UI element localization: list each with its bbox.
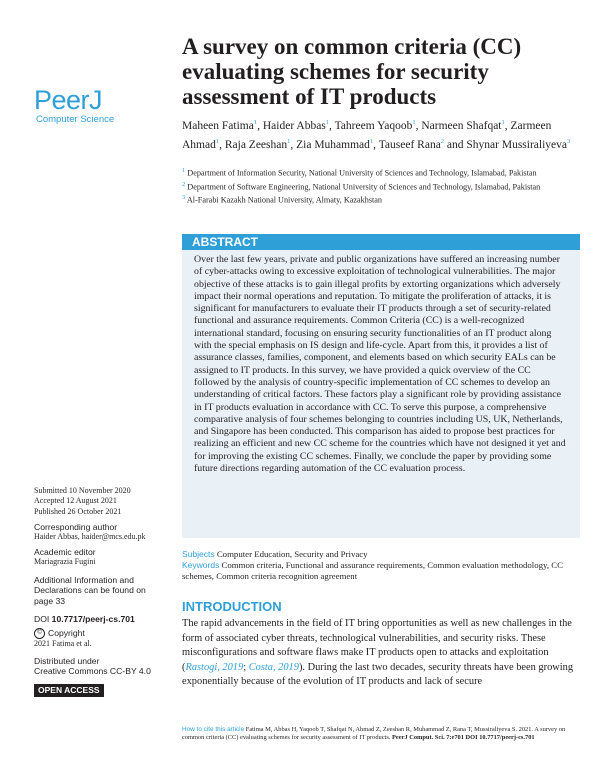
published-date: Published 26 October 2021 xyxy=(34,506,122,516)
footer-ref: 7:e701 xyxy=(446,734,464,742)
submission-dates xyxy=(34,486,174,517)
copyright-icon: © xyxy=(34,628,45,639)
subjects-label: Subjects xyxy=(182,549,215,559)
author-affiliation-marker: 3 xyxy=(567,137,571,145)
author-list: Maheen Fatima$^1$, Haider Abbas$^1$, Tahreem Yaqoob$^1$, Narmeen Shafqat$^1$, Zarmeen Ahmad$^1$, Raja Zeeshan$^1$, Zia Muhammad$^1$, Tauseef Rana$^2$ and Shynar Mussiraliyeva$^3$ xyxy=(182,119,571,151)
doi-value[interactable]: 10.7717/peerj-cs.701 xyxy=(51,614,135,624)
author-name: Shynar Mussiraliyeva xyxy=(466,138,568,151)
footer-journal: PeerJ Comput. Sci. xyxy=(392,734,445,742)
author-name: Zarmeen Ahmad xyxy=(182,119,552,151)
footer-text: Fatima M, Abbas H, Yaqoob T, Shafqat N, Ahmad Z, Zeeshan R, Muhammad Z, Rana T, Mussiraliyeva S. 2021. A survey on common criteria (CC) evaluating schemes for security assessment of IT products. xyxy=(182,726,566,742)
copyright-value: 2021 Fatima et al. xyxy=(34,639,92,649)
logo-main-text: PeerJ xyxy=(34,85,103,115)
license-block xyxy=(34,656,174,677)
author-name: Zia Muhammad xyxy=(296,138,370,151)
affiliation-item xyxy=(182,193,577,206)
author-name: Tahreem Yaqoob xyxy=(334,119,413,132)
affiliation-number: 2 xyxy=(182,180,186,188)
doi-label: DOI xyxy=(34,614,50,624)
intro-text-after: ). During the last two decades, security threats have been growing exponentially because of the evolution of IT products and lack of secure xyxy=(182,661,574,688)
license-line1: Distributed under xyxy=(34,656,100,666)
author-affiliation-marker: 1 xyxy=(412,119,416,126)
author-name: Tauseef Rana xyxy=(378,138,441,151)
citation-link[interactable]: Costa, 2019 xyxy=(248,661,299,673)
keywords-text: Common criteria, Functional and assurance requirements, Common evaluation methodology, CC schemes, Common criteria recognition agreement xyxy=(182,560,563,581)
academic-editor-value: Mariagrazia Fugini xyxy=(34,557,96,567)
citation-footer xyxy=(182,726,580,743)
copyright-label: Copyright xyxy=(48,628,85,638)
academic-editor-label: Academic editor xyxy=(34,547,96,557)
abstract-heading: ABSTRACT xyxy=(182,234,580,250)
introduction-body xyxy=(182,617,580,690)
academic-editor xyxy=(34,547,174,568)
citation-link[interactable]: Rastogi, 2019 xyxy=(185,661,244,673)
author-affiliation-marker: 1 xyxy=(215,137,220,145)
introduction-heading: INTRODUCTION xyxy=(182,599,282,614)
intro-text-before: The rapid advancements in the field of IT bring opportunities as well as new challenges in the form of associated cyber threats, technological vulnerabilities, and security risks. These misconfigurations and software flaws make IT products open to attacks and exploitation ( xyxy=(182,618,572,673)
corresponding-author-label: Corresponding author xyxy=(34,522,118,532)
abstract-body: Over the last few years, private and public organizations have suffered an increasing number of cyber-attacks owing to excessive exploitation of technological vulnerabilities. The major objective of these attacks is to gain illegal profits by extorting organizations which adversely impact their normal operations and reputation. To mitigate the proliferation of attacks, it is significant for manufacturers to evaluate their IT products through a set of security-related functional and assurance requirements. Common Criteria (CC) is a well-recognized international standard, focusing on ensuring security functionalities of an IT product along with the special emphasis on IS design and life-cycle. Apart from this, it provides a list of assurance classes, families, component, and elements based on which security EALs can be assigned to IT products. In this survey, we have provided a quick overview of the CC followed by the analysis of country-specific implementation of CC schemes to develop an understanding of critical factors. These factors play a significant role by providing assistance in IT products evaluation in accordance with CC. To serve this purpose, a comprehensive comparative analysis of four schemes belonging to countries including US, UK, Netherlands, and Singapore has been conducted. This comparison has aided to propose best practices for realizing an efficient and new CC scheme for the countries which have not designed it yet and for improving the existing CC schemes. Finally, we conclude the paper by providing some future directions regarding automation of the CC evaluation process. xyxy=(182,250,580,538)
affiliation-text: Al-Farabi Kazakh National University, Almaty, Kazakhstan xyxy=(186,196,383,206)
citation-separator: ; xyxy=(243,661,249,673)
paper-title: A survey on common criteria (CC) evaluating schemes for security assessment of IT products xyxy=(182,34,522,109)
logo-sub-text: Computer Science xyxy=(36,114,115,125)
affiliation-text: Department of Information Security, National University of Sciences and Technology, Islamabad, Pakistan xyxy=(187,168,537,178)
doi-line xyxy=(34,614,174,624)
affiliation-list xyxy=(182,166,577,207)
author-name: Maheen Fatima xyxy=(182,119,254,132)
license-line2[interactable]: Creative Commons CC-BY 4.0 xyxy=(34,666,151,677)
affiliation-number: 1 xyxy=(182,167,186,174)
footer-doi[interactable]: DOI 10.7717/peerj-cs.701 xyxy=(465,734,535,742)
additional-info[interactable]: Additional Information and Declarations can be found on page 33 xyxy=(34,575,146,606)
footer-label: How to cite this article xyxy=(182,726,245,733)
author-affiliation-marker: 1 xyxy=(253,119,258,126)
author-affiliation-marker: 1 xyxy=(287,137,291,145)
accepted-date: Accepted 12 August 2021 xyxy=(34,496,117,506)
journal-logo xyxy=(34,86,170,125)
submitted-date: Submitted 10 November 2020 xyxy=(34,486,131,495)
author-affiliation-marker: 1 xyxy=(501,119,505,126)
affiliation-item xyxy=(182,166,577,179)
affiliation-item xyxy=(182,180,577,193)
author-affiliation-marker: 2 xyxy=(440,137,445,145)
author-name: Haider Abbas xyxy=(262,119,326,132)
corresponding-author xyxy=(34,522,174,543)
author-name: Narmeen Shafqat xyxy=(421,119,502,132)
subjects-keywords xyxy=(182,549,580,582)
copyright-block xyxy=(34,628,174,650)
affiliation-text: Department of Software Engineering, National University of Sciences and Technology, Islamabad, Pakistan xyxy=(187,182,541,192)
author-name: Raja Zeeshan xyxy=(224,138,288,151)
affiliation-number: 3 xyxy=(182,194,186,202)
subjects-text: Computer Education, Security and Privacy xyxy=(216,549,368,559)
author-affiliation-marker: 1 xyxy=(325,119,330,126)
open-access-badge: OPEN ACCESS xyxy=(34,684,104,697)
keywords-label: Keywords xyxy=(182,560,220,570)
corresponding-author-value[interactable]: Haider Abbas, haider@mcs.edu.pk xyxy=(34,532,146,542)
author-affiliation-marker: 1 xyxy=(369,137,374,145)
